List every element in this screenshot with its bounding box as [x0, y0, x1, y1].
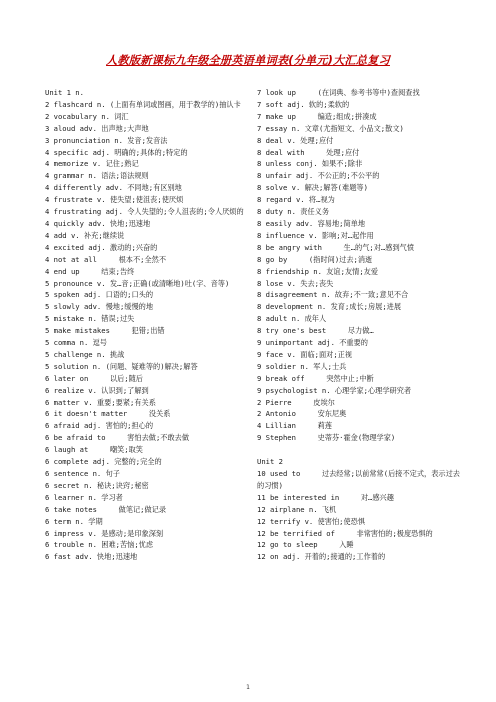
vocab-entry: 8 be angry with 生…的气;对…感到气愤 — [257, 242, 415, 252]
unit-1-heading: Unit 1 n. — [45, 88, 84, 97]
vocab-entry: 4 frustrating adj. 令人失望的;令人沮丧的;令人厌烦的 — [45, 207, 244, 217]
vocab-entry: 7 make up 编造;组成;拼凑成 — [257, 111, 377, 121]
vocab-entry: 8 solve v. 解决;解答(难题等) — [257, 183, 368, 193]
vocab-entry: 7 look up (在词典、参考书等中)查阅查找 — [257, 88, 420, 97]
vocab-entry: 4 not at all 根本不;全然不 — [45, 254, 167, 264]
vocab-entry: 4 Lillian 莉莲 — [257, 421, 332, 431]
vocab-entry: 4 frustrate v. 使失望;使沮丧;使厌烦 — [45, 195, 184, 205]
vocab-entry: 6 it doesn't matter 没关系 — [45, 409, 171, 419]
vocab-entry: 5 pronounce v. 发…音;正确(或清晰地)吐(字、音等) — [45, 278, 230, 288]
vocab-entry: 8 influence v. 影响;对…起作用 — [257, 230, 374, 240]
vocab-entry: 8 lose v. 失去;丧失 — [257, 278, 334, 288]
vocab-entry: 6 impress v. 是感动;是印象深刻 — [45, 528, 164, 538]
vocab-entry: 4 memorize v. 记住;熟记 — [45, 159, 139, 169]
vocab-entry: 8 deal v. 处理;应付 — [257, 135, 334, 145]
vocab-entry: 8 friendship n. 友谊;友情;友爱 — [257, 266, 379, 276]
vocab-entry: 6 be afraid to 害怕去做;不敢去做 — [45, 433, 190, 443]
vocab-entry: 8 easily adv. 容易地;简单地 — [257, 218, 366, 228]
vocab-entry: 8 unfair adj. 不公正的;不公平的 — [257, 171, 380, 181]
vocab-entry: 10 used to 过去经常;以前常常(后接不定式，表示过去的习惯) — [257, 468, 460, 490]
vocab-entry: 6 afraid adj. 害怕的;担心的 — [45, 421, 154, 431]
vocab-entry: 8 duty n. 责任义务 — [257, 207, 330, 217]
vocab-entry: 7 soft adj. 软的;柔软的 — [257, 99, 350, 109]
vocab-entry: 5 make mistakes 犯错;出错 — [45, 326, 165, 336]
document-title: 人教版新课标九年级全册英语单词表(分单元)大汇总复习 — [106, 54, 390, 67]
vocab-entry: 6 fast adv. 快地;迅速地 — [45, 552, 138, 562]
vocab-entry: 3 pronunciation n. 发音;发音法 — [45, 135, 168, 145]
vocab-entry: 5 slowly adv. 慢地;缓慢的地 — [45, 302, 154, 312]
vocab-entry: 4 end up 结束;告终 — [45, 266, 135, 276]
vocab-entry: 9 psychologist n. 心理学家;心理学研究者 — [257, 385, 412, 395]
vocab-entry: 9 break off 突然中止;中断 — [257, 373, 374, 383]
vocab-entry: 6 realize v. 认识到;了解到 — [45, 385, 149, 395]
vocab-entry: 8 deal with 处理;应付 — [257, 147, 360, 157]
vocab-entry: 8 development n. 发育;成长;房展;进展 — [257, 302, 402, 312]
vocab-entry: 4 add v. 补充;继续说 — [45, 230, 125, 240]
vocab-entry: 5 challenge n. 挑战 — [45, 349, 125, 359]
vocab-entry: 5 mistake n. 错误;过失 — [45, 314, 135, 324]
vocab-entry: 2 flashcard n. (上面有单词或图画，用于教学的)抽认卡 — [45, 99, 241, 109]
right-entry-list — [257, 87, 463, 444]
unit-2-heading: Unit 2 — [257, 457, 283, 467]
vocab-entry: 4 quickly adv. 快地;迅速地 — [45, 218, 151, 228]
vocab-entry: 12 terrify v. 使害怕;使恐惧 — [257, 516, 366, 526]
vocab-entry: 6 sentence n. 句子 — [45, 469, 120, 478]
vocab-entry: 6 secret n. 秘诀;诀窍;秘密 — [45, 480, 149, 490]
vocab-entry: 12 on adj. 开着的;接通的;工作着的 — [257, 552, 386, 562]
vocab-entry: 8 try one's best 尽力做… — [257, 326, 374, 336]
vocab-entry: 8 go by (指时间)过去;消逝 — [257, 254, 373, 264]
page-number: 1 — [246, 684, 250, 691]
vocab-entry: 12 be terrified of 非常害怕的;极度恐惧的 — [257, 528, 433, 538]
vocab-entry: 4 specific adj. 明确的;具体的;特定的 — [45, 147, 188, 157]
vocab-entry: 12 go to sleep 入睡 — [257, 540, 354, 550]
vocab-entry: 5 comma n. 逗号 — [45, 338, 107, 348]
right-column — [257, 87, 463, 563]
vocab-entry: 6 laugh at 嘲笑;取笑 — [45, 445, 143, 455]
unit-gap — [257, 444, 463, 456]
vocab-entry: 2 Antonio 安东尼奥 — [257, 409, 347, 419]
vocab-entry: 8 disagreement n. 故弃;不一致;意见不合 — [257, 290, 409, 300]
vocab-entry: 4 differently adv. 不同地;有区别地 — [45, 183, 182, 193]
unit-2-entry-list — [257, 468, 463, 563]
vocab-entry: 6 term n. 学期 — [45, 516, 103, 526]
vocab-entry: 9 face v. 面临;面对;正视 — [257, 349, 353, 359]
vocab-entry: 8 regard v. 将…视为 — [257, 195, 335, 205]
vocab-entry: 4 grammar n. 语法;语法规则 — [45, 171, 149, 181]
vocab-entry: 2 vocabulary n. 词汇 — [45, 111, 129, 121]
vocab-entry: 8 unless conj. 如果不;除非 — [257, 159, 363, 169]
vocab-entry: 8 adult n. 成年人 — [257, 314, 327, 324]
vocab-entry: 6 trouble n. 困难;苦恼;忧虑 — [45, 540, 154, 550]
vocab-entry: 6 learner n. 学习者 — [45, 492, 123, 502]
vocab-entry: 4 excited adj. 激动的;兴奋的 — [45, 242, 158, 252]
vocab-entry: 7 essay n. 文章(尤指短文、小品文;散文) — [257, 123, 404, 133]
vocab-entry: 6 matter v. 重要;要紧;有关系 — [45, 397, 156, 407]
vocab-entry: 9 soldier n. 军人;士兵 — [257, 361, 347, 371]
vocab-entry: 5 solution n. (问题、疑难等的)解决;解答 — [45, 361, 198, 371]
left-column — [45, 87, 253, 563]
vocab-entry: 6 complete adj. 完整的;完全的 — [45, 457, 162, 467]
vocab-entry: 6 take notes 做笔记;做记录 — [45, 504, 167, 514]
vocab-entry: 6 later on 以后;随后 — [45, 373, 143, 383]
left-entry-list — [45, 99, 253, 563]
vocab-entry: 3 aloud adv. 出声地;大声地 — [45, 123, 149, 133]
vocab-entry: 11 be interested in 对…感兴趣 — [257, 492, 394, 502]
vocab-entry: 2 Pierre 皮埃尔 — [257, 397, 335, 407]
vocab-entry: 9 unimportant adj. 不重要的 — [257, 338, 368, 348]
vocab-entry: 9 Stephen 史蒂芬·霍金(物理学家) — [257, 433, 396, 443]
vocab-entry: 5 spoken adj. 口语的;口头的 — [45, 290, 154, 300]
vocab-entry: 12 airplane n. 飞机 — [257, 504, 337, 514]
